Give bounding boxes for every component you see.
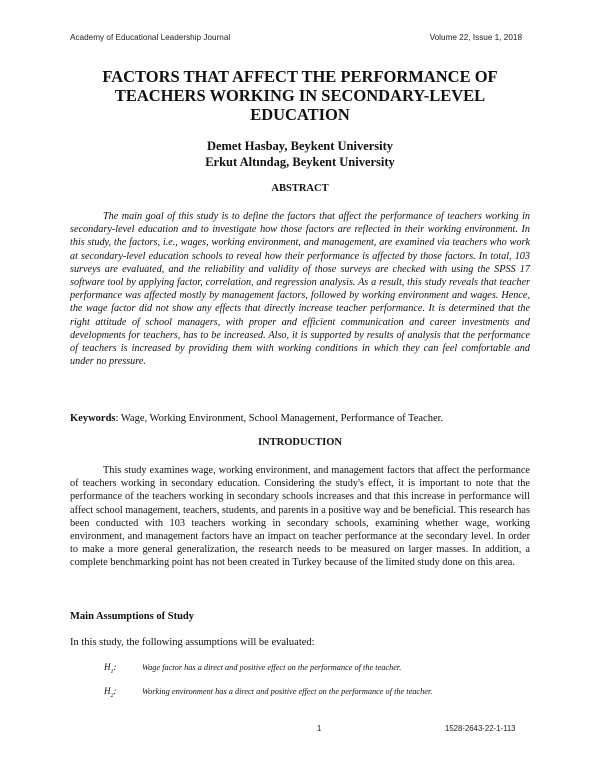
assumptions-intro: In this study, the following assumptions will be evaluated: xyxy=(70,637,315,648)
assumptions-heading: Main Assumptions of Study xyxy=(70,611,194,622)
introduction-body: This study examines wage, working environment, and management factors that affect the performance of teachers working in secondary education. Considering the study's effect, it is important to note that the performance of the teachers working in secondary schools increases and that this increase in performance will affect school management, teachers, students, and parents in a positive way and be beneficial. This research has been conducted with 103 teachers working in secondary schools, examining whether wage, working environment, and management factors have an impact on teacher performance at the secondary level. In order to make a more general generalization, the research needs to be measured on larger masses. In addition, a complete benchmarking point has not been created in Turkey because of the limited study done on this area. xyxy=(70,465,530,569)
hypothesis-1-letter: H xyxy=(104,662,111,672)
keywords-line xyxy=(70,413,530,424)
keywords-label: Keywords xyxy=(70,413,116,424)
hypothesis-2-text: Working environment has a direct and positive effect on the performance of the teacher. xyxy=(142,687,433,696)
introduction-heading: INTRODUCTION xyxy=(257,437,342,448)
hypothesis-2-subscript: 2 xyxy=(110,692,114,699)
hypothesis-1 xyxy=(104,662,530,675)
author-list xyxy=(70,138,530,170)
page-number: 1 xyxy=(317,724,322,733)
abstract-body: The main goal of this study is to define the factors that affect the performance of teachers working in secondary-level education and to investigate how those factors are reflected in their working environment. In this study, the factors, i.e., wages, working environment, and management, are examined via teachers who work at secondary-level education schools to reveal how their performance is affected by those factors. In total, 103 surveys are evaluated, and the reliability and validity of those surveys are checked with using the SPSS 17 software tool by applying factor, correlation, and regression analysis. As a result, this study reveals that teacher performance was affected mostly by management factors, followed by working environment and wages. Hence, the wage factor did not show any effects that directly increase teacher performance. It is determined that the right attitude of school managers, with proper and efficient communication and career investments and developments for teachers, has to be increased. Also, it is supported by results of analysis that the performance of teachers is increased by providing them with working conditions in which they can feel comfortable and under no pressure. xyxy=(70,211,530,368)
journal-name: Academy of Educational Leadership Journal xyxy=(70,33,231,42)
author-1: Demet Hasbay, Beykent University xyxy=(206,139,394,153)
paper-title: FACTORS THAT AFFECT THE PERFORMANCE OF TEACHERS WORKING IN SECONDARY-LEVEL EDUCATION xyxy=(102,67,498,124)
hypothesis-1-colon: : xyxy=(113,662,117,672)
hypothesis-1-label xyxy=(104,662,142,675)
running-header xyxy=(70,33,522,42)
article-code: 1528-2643-22-1-113 xyxy=(445,724,516,733)
hypothesis-2-letter: H xyxy=(104,686,111,696)
keywords-text: : Wage, Working Environment, School Management, Performance of Teacher. xyxy=(115,413,444,424)
hypothesis-2 xyxy=(104,686,530,699)
volume-issue: Volume 22, Issue 1, 2018 xyxy=(429,33,522,42)
abstract-heading: ABSTRACT xyxy=(271,183,329,194)
hypothesis-2-label xyxy=(104,686,142,699)
author-2: Erkut Altındag, Beykent University xyxy=(205,155,395,169)
hypothesis-1-subscript: 1 xyxy=(110,668,114,675)
hypothesis-1-text: Wage factor has a direct and positive effect on the performance of the teacher. xyxy=(142,663,402,672)
hypothesis-2-colon: : xyxy=(113,686,117,696)
